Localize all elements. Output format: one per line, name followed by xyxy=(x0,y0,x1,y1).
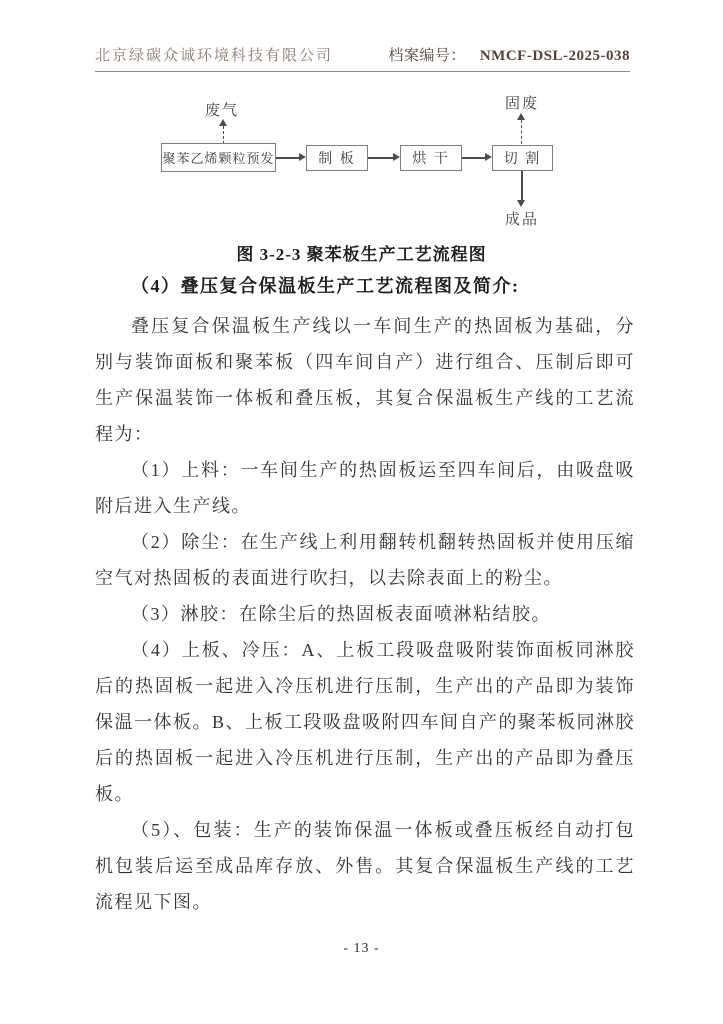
paragraph-intro: 叠压复合保温板生产线以一车间生产的热固板为基础，分别与装饰面板和聚苯板（四车间自产）进行组合、压制后即可生产保温装饰一体板和叠压板，其复合保温板生产线的工艺流程为： xyxy=(95,316,635,444)
page-number: - 13 - xyxy=(343,941,380,956)
figure-caption: 图 3-2-3 聚苯板生产工艺流程图 xyxy=(236,245,487,264)
arrow-right-icon xyxy=(299,153,306,161)
paragraph-step-4-pressing: （4）上板、冷压：A、上板工段吸盘吸附装饰面板同淋胶后的热固板一起进入冷压机进行压制，生产出的产品即为装饰保温一体板。B、上板工段吸盘吸附四车间自产的聚苯板同淋胶后的热固板一起进入冷压机进行压制，生产出的产品即为叠压板。 xyxy=(95,640,636,804)
product-label: 成品 xyxy=(505,212,540,228)
dashed-connector xyxy=(521,120,522,144)
arrow-down-icon xyxy=(517,200,525,207)
paragraph-step-1-loading: （1）上料：一车间生产的热固板运至四车间后，由吸盘吸附后进入生产线。 xyxy=(95,460,635,516)
archive-number-label: 档案编号： xyxy=(388,48,466,64)
archive-number-value: NMCF-DSL-2025-038 xyxy=(479,48,630,64)
flow-step-cutting: 切 割 xyxy=(492,145,553,171)
flow-step-board-making: 制 板 xyxy=(306,145,368,171)
arrow-right-icon xyxy=(393,153,400,161)
paragraph-step-2-dedusting: （2）除尘：在生产线上利用翻转机翻转热固板并使用压缩空气对热固板的表面进行吹扫，以去除表面上的粉尘。 xyxy=(95,532,635,588)
paragraph-step-3-gluing: （3）淋胶：在除尘后的热固板表面喷淋粘结胶。 xyxy=(131,604,551,624)
connector-line xyxy=(276,157,299,159)
connector-line xyxy=(368,157,393,159)
section-heading: （4）叠压复合保温板生产工艺流程图及简介: xyxy=(131,276,520,296)
connector-line xyxy=(462,157,485,159)
arrow-up-icon xyxy=(517,113,525,120)
process-flow-diagram xyxy=(0,0,723,240)
paragraph-step-5-packing: （5）、包装：生产的装饰保温一体板或叠压板经自动打包机包装后运至成品库存放、外售。其复合保温板生产线的工艺流程见下图。 xyxy=(95,820,635,912)
dashed-connector xyxy=(223,126,224,144)
arrow-up-icon xyxy=(219,119,227,126)
flow-step-pre-expansion: 聚苯乙烯颗粒预发 xyxy=(161,143,276,172)
connector-line xyxy=(521,171,523,200)
company-name: 北京绿碳众诚环境科技有限公司 xyxy=(95,48,334,64)
flow-step-drying: 烘 干 xyxy=(400,145,462,171)
arrow-right-icon xyxy=(485,153,492,161)
solid-waste-label: 固废 xyxy=(505,96,540,112)
waste-gas-label: 废气 xyxy=(205,103,240,119)
body-text xyxy=(95,308,635,920)
